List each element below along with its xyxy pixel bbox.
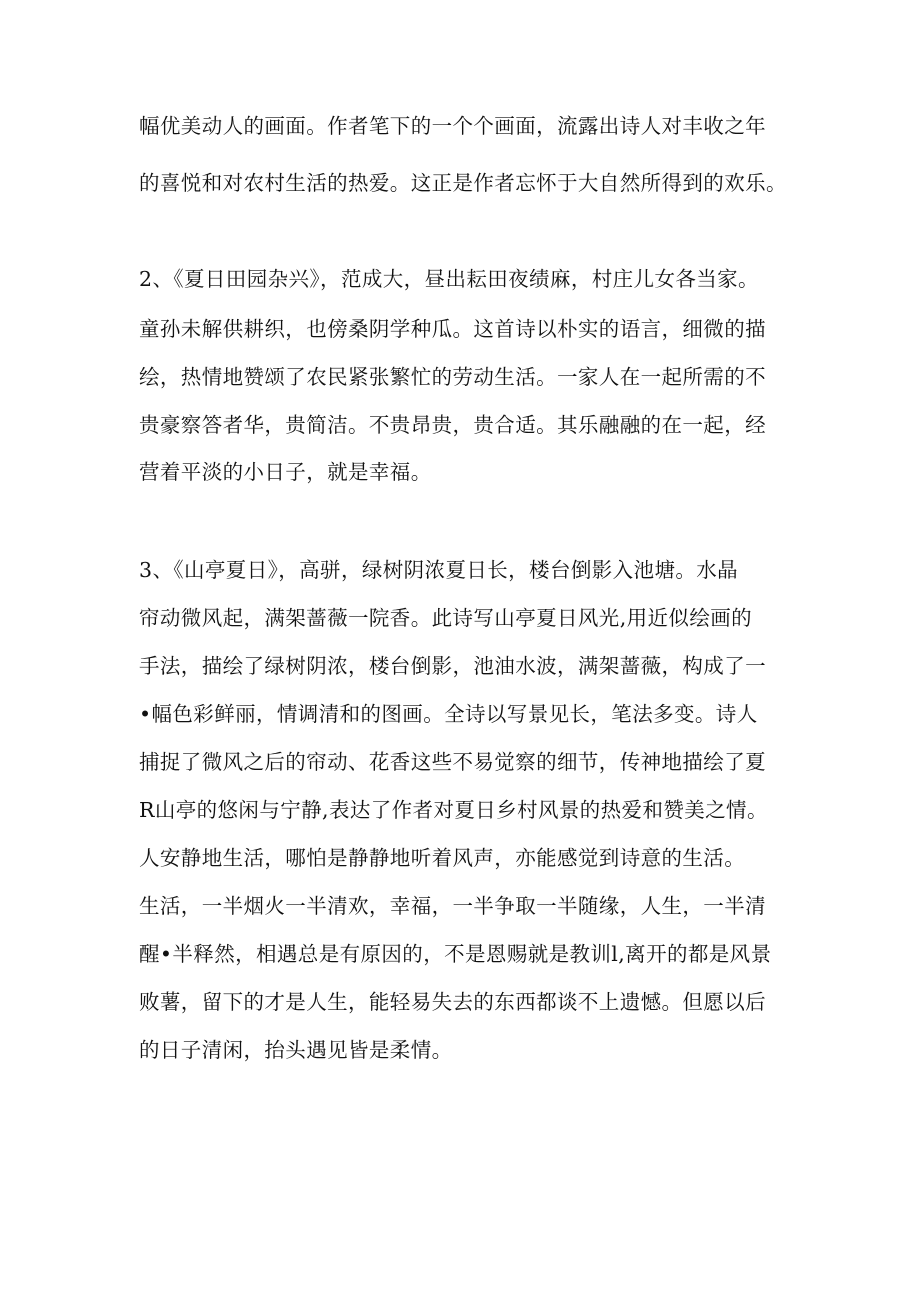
text-line: R山亭的悠闲与宁静,表达了作者对夏日乡村风景的热爱和赞美之情。 xyxy=(139,798,768,822)
text-line: 帘动微风起，满架蔷薇一院香。此诗写山亭夏日风光,用近似绘画的 xyxy=(139,606,753,630)
text-line: •幅色彩鲜丽，情调清和的图画。全诗以写景见长，笔法多变。诗人 xyxy=(139,702,758,726)
text-line: 营着平淡的小日子，就是幸福。 xyxy=(139,460,432,484)
text-line: 的喜悦和对农村生活的热爱。这正是作者忘怀于大自然所得到的欢乐。 xyxy=(139,171,787,195)
text-line: 绘，热情地赞颂了农民紧张繁忙的劳动生活。一家人在一起所需的不 xyxy=(139,365,766,389)
text-line: 手法，描绘了绿树阴浓，楼台倒影，池油水波，满架蔷薇，构成了一 xyxy=(139,654,766,678)
text-line: 贵豪察答者华，贵简洁。不贵昂贵，贵合适。其乐融融的在一起，经 xyxy=(139,413,766,437)
text-line: 捕捉了微风之后的帘动、花香这些不易觉察的细节，传神地描绘了夏 xyxy=(139,750,766,774)
text-line: 生活，一半烟火一半清欢，幸福，一半争取一半随缘，人生，一半清 xyxy=(139,894,766,918)
text-line: 败薯，留下的才是人生，能轻易失去的东西都谈不上遗憾。但愿以后 xyxy=(139,990,766,1014)
text-line: 3、《山亭夏日》，高骈，绿树阴浓夏日长，楼台倒影入池塘。水晶 xyxy=(139,558,739,582)
text-line: 的日子清闲，抬头遇见皆是柔情。 xyxy=(139,1038,453,1062)
text-line: 幅优美动人的画面。作者笔下的一个个画面，流露出诗人对丰收之年 xyxy=(139,114,766,138)
text-line: 童孙未解供耕织，也傍桑阴学种瓜。这首诗以朴实的语言，细微的描 xyxy=(139,317,766,341)
text-line: 醒•半释然，相遇总是有原因的，不是恩赐就是教训l,离开的都是风景 xyxy=(139,942,772,966)
text-line: 人安静地生活，哪怕是静静地听着风声，亦能感觉到诗意的生活。 xyxy=(139,846,746,870)
text-line: 2、《夏日田园杂兴》，范成大，昼出耘田夜绩麻，村庄儿女各当家。 xyxy=(139,267,759,291)
